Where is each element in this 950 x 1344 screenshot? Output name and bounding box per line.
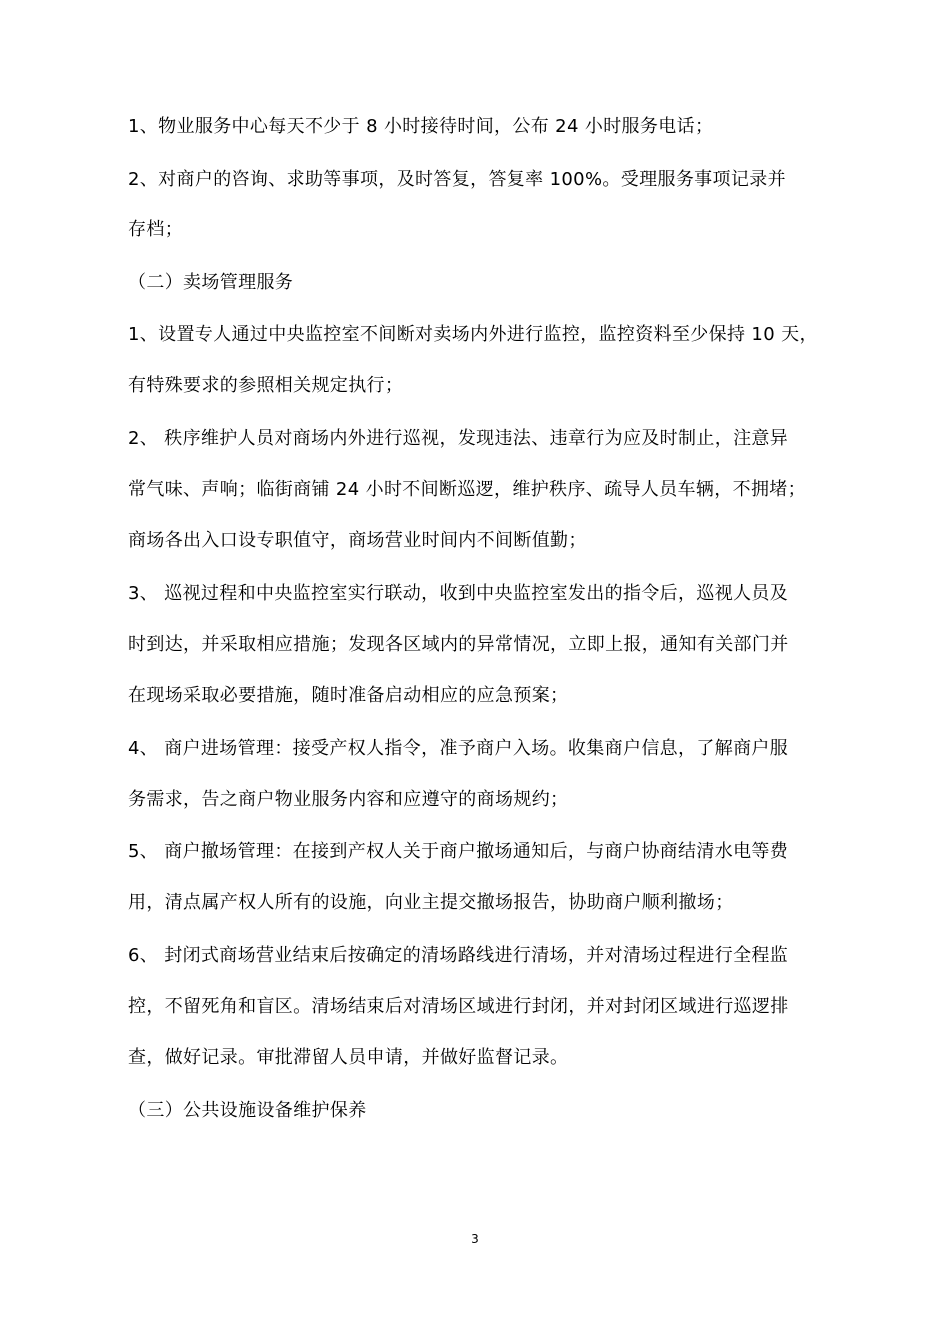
text-line: 时到达，并采取相应措施；发现各区域内的异常情况，立即上报，通知有关部门并 xyxy=(128,634,789,655)
page-number: 3 xyxy=(471,1232,479,1246)
text-line: 1、设置专人通过中央监控室不间断对卖场内外进行监控，监控资料至少保持 10 天， xyxy=(128,324,818,345)
section-heading: （三）公共设施设备维护保养 xyxy=(128,1100,367,1121)
text-line: 商场各出入口设专职值守，商场营业时间内不间断值勤； xyxy=(128,530,587,551)
text-line: 用，清点属产权人所有的设施，向业主提交撤场报告，协助商户顺利撤场； xyxy=(128,892,734,913)
text-line: 务需求，告之商户物业服务内容和应遵守的商场规约； xyxy=(128,789,569,810)
text-line: 存档； xyxy=(128,219,184,240)
text-line: 2、对商户的咨询、求助等事项，及时答复，答复率 100%。受理服务事项记录并 xyxy=(128,169,786,190)
text-line: 有特殊要求的参照相关规定执行； xyxy=(128,375,404,396)
text-line: 查，做好记录。审批滞留人员申请，并做好监督记录。 xyxy=(128,1047,569,1068)
text-line: 6、 封闭式商场营业结束后按确定的清场路线进行清场，并对清场过程进行全程监 xyxy=(128,945,789,966)
text-line: 控，不留死角和盲区。清场结束后对清场区域进行封闭，并对封闭区域进行巡逻排 xyxy=(128,996,789,1017)
text-line: 常气味、声响；临街商铺 24 小时不间断巡逻，维护秩序、疏导人员车辆，不拥堵； xyxy=(128,479,806,500)
text-line: 在现场采取必要措施，随时准备启动相应的应急预案； xyxy=(128,685,569,706)
text-line: 4、 商户进场管理：接受产权人指令，准予商户入场。收集商户信息，了解商户服 xyxy=(128,738,789,759)
text-line: 2、 秩序维护人员对商场内外进行巡视，发现违法、违章行为应及时制止，注意异 xyxy=(128,428,789,449)
text-line: 5、 商户撤场管理：在接到产权人关于商户撤场通知后，与商户协商结清水电等费 xyxy=(128,841,789,862)
text-line: 1、物业服务中心每天不少于 8 小时接待时间，公布 24 小时服务电话； xyxy=(128,116,714,137)
text-line: 3、 巡视过程和中央监控室实行联动，收到中央监控室发出的指令后，巡视人员及 xyxy=(128,583,789,604)
section-heading: （二）卖场管理服务 xyxy=(128,272,294,293)
